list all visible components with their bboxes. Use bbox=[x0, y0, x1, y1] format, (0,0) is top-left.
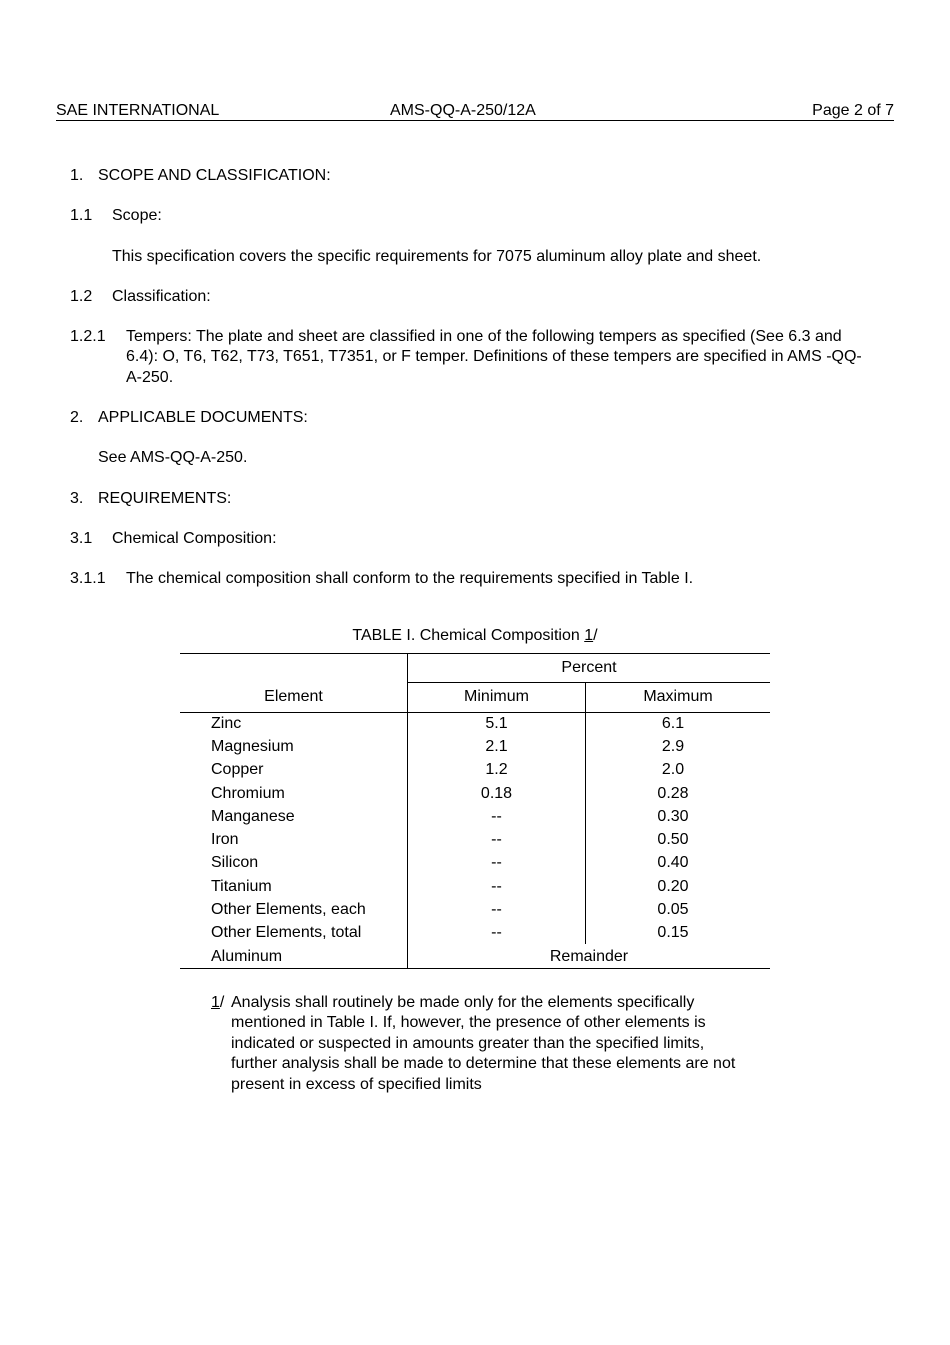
table-top-rule bbox=[180, 653, 770, 654]
table-cell-max: 2.9 bbox=[661, 738, 685, 755]
section-2-title: APPLICABLE DOCUMENTS: bbox=[98, 409, 308, 426]
table-cell-remainder: Remainder bbox=[549, 948, 629, 965]
table-caption-text: TABLE I. Chemical Composition bbox=[352, 627, 585, 644]
section-3-1-title: Chemical Composition: bbox=[112, 530, 277, 547]
table-cell-max: 0.50 bbox=[657, 831, 689, 848]
footnote-ref-suffix: / bbox=[219, 994, 225, 1011]
table-cell-min: -- bbox=[491, 924, 502, 941]
table-header-percent: Percent bbox=[561, 659, 617, 676]
table-header-element: Element bbox=[264, 688, 323, 705]
table-header-rule bbox=[180, 712, 770, 713]
table-cell-element: Chromium bbox=[211, 785, 285, 802]
table-cell-min: -- bbox=[491, 808, 502, 825]
section-3-1-number: 3.1 bbox=[70, 530, 93, 547]
section-1-title: SCOPE AND CLASSIFICATION: bbox=[98, 167, 331, 184]
table-percent-rule bbox=[408, 682, 770, 683]
table-cell-element: Other Elements, each bbox=[211, 901, 366, 918]
table-cell-min: -- bbox=[491, 878, 502, 895]
section-3-title: REQUIREMENTS: bbox=[98, 490, 232, 507]
table-cell-max: 0.15 bbox=[657, 924, 689, 941]
table-cell-min: 1.2 bbox=[485, 761, 508, 778]
table-cell-min: 0.18 bbox=[480, 785, 513, 802]
table-cell-element: Manganese bbox=[211, 808, 295, 825]
table-cell-min: -- bbox=[491, 831, 502, 848]
table-cell-element: Titanium bbox=[211, 878, 272, 895]
table-cell-element: Silicon bbox=[211, 854, 259, 871]
section-1-1-number: 1.1 bbox=[70, 207, 93, 224]
section-3-1-1-body: The chemical composition shall conform to the requirements specified in Table I. bbox=[126, 570, 694, 587]
footnote-marker bbox=[211, 993, 224, 1013]
table-bottom-rule bbox=[180, 968, 770, 969]
table-cell-min: 2.1 bbox=[485, 738, 508, 755]
section-1-2-1-body: Tempers: The plate and sheet are classified in one of the following tempers as specified (See 6.3 and 6.4): O, T6, T62, T73, T651, T7351, or F temper. Definitions of these tempers are specified in AMS -QQ-A-250. bbox=[126, 328, 862, 386]
section-1-2-number: 1.2 bbox=[70, 288, 93, 305]
table-caption bbox=[180, 626, 770, 646]
table-cell-min: -- bbox=[491, 854, 502, 871]
header-rule bbox=[56, 120, 894, 121]
table-header-maximum: Maximum bbox=[643, 688, 713, 705]
section-1-2-1-number: 1.2.1 bbox=[70, 328, 106, 345]
section-2-body: See AMS-QQ-A-250. bbox=[98, 449, 248, 466]
section-1-1-body: This specification covers the specific requirements for 7075 aluminum alloy plate and sheet. bbox=[112, 248, 762, 265]
table-cell-element: Copper bbox=[211, 761, 264, 778]
table-caption-footnote-ref: 1 bbox=[584, 627, 594, 644]
section-3-number: 3. bbox=[70, 490, 84, 507]
section-2-number: 2. bbox=[70, 409, 84, 426]
table-header-minimum: Minimum bbox=[464, 688, 529, 705]
header-org: SAE INTERNATIONAL bbox=[56, 102, 220, 119]
table-cell-element: Aluminum bbox=[211, 948, 283, 965]
table-cell-max: 0.05 bbox=[657, 901, 689, 918]
table-cell-max: 6.1 bbox=[661, 715, 685, 732]
section-3-1-1-number: 3.1.1 bbox=[70, 570, 106, 587]
table-cell-max: 0.40 bbox=[657, 854, 689, 871]
table-cell-element: Iron bbox=[211, 831, 239, 848]
table-cell-max: 0.28 bbox=[657, 785, 689, 802]
footnote-text: Analysis shall routinely be made only for the elements specifically mentioned in Table I. If, however, the presence of other elements is indicated or suspected in amounts greater than the specified limits, further analysis shall be made to determine that these elements are not present in excess of specified limits bbox=[231, 994, 736, 1093]
table-caption-footnote-suffix: / bbox=[593, 627, 598, 644]
header-doc-number: AMS-QQ-A-250/12A bbox=[390, 102, 536, 119]
table-cell-max: 0.30 bbox=[657, 808, 689, 825]
table-cell-max: 0.20 bbox=[657, 878, 689, 895]
table-cell-element: Zinc bbox=[211, 715, 242, 732]
table-cell-element: Magnesium bbox=[211, 738, 294, 755]
footnote-ref: 1 bbox=[211, 994, 220, 1011]
table-cell-min: -- bbox=[491, 901, 502, 918]
section-1-number: 1. bbox=[70, 167, 84, 184]
table-cell-min: 5.1 bbox=[485, 715, 508, 732]
header-page-number: Page 2 of 7 bbox=[812, 102, 894, 119]
section-1-2-title: Classification: bbox=[112, 288, 211, 305]
section-1-1-title: Scope: bbox=[112, 207, 162, 224]
table-cell-max: 2.0 bbox=[661, 761, 685, 778]
table-cell-element: Other Elements, total bbox=[211, 924, 362, 941]
